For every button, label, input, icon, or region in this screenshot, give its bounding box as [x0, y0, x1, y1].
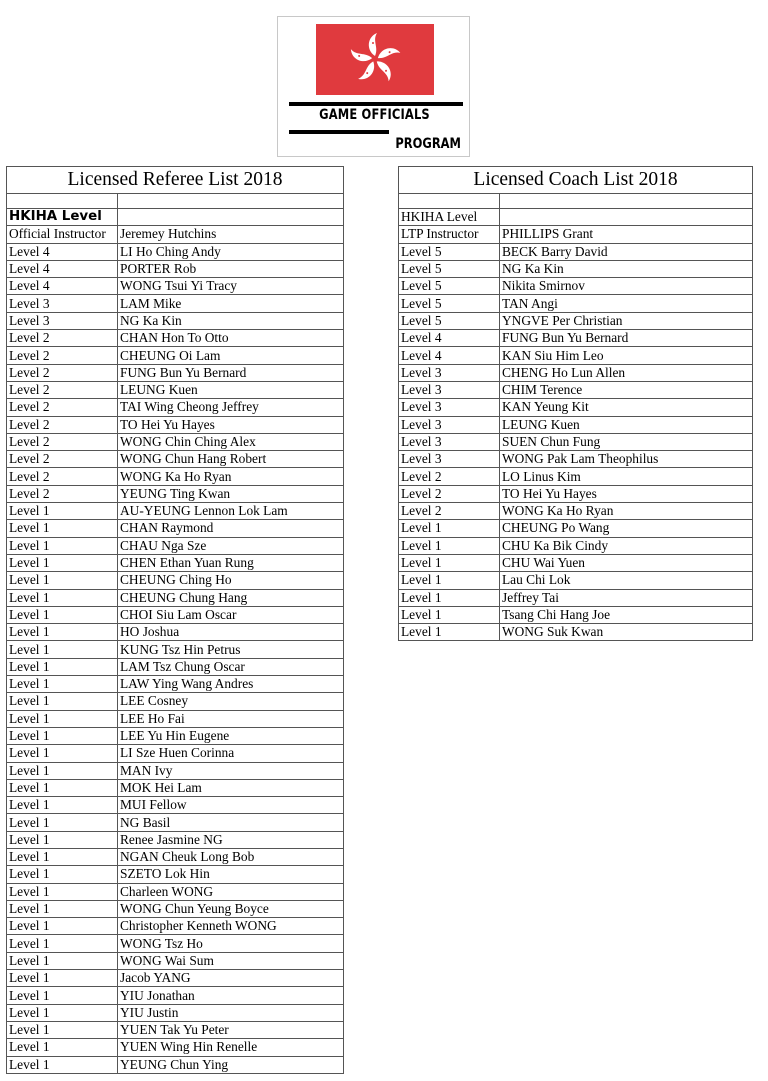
name-cell: PHILLIPS Grant [500, 226, 753, 243]
name-cell: LEE Cosney [118, 693, 344, 710]
level-cell: Level 1 [399, 624, 500, 641]
table-row [7, 952, 344, 969]
name-cell: BECK Barry David [500, 243, 753, 260]
name-cell: CHOI Siu Lam Oscar [118, 606, 344, 623]
name-cell: NG Ka Kin [500, 260, 753, 277]
table-row [7, 520, 344, 537]
table-row [399, 399, 753, 416]
table-row [7, 676, 344, 693]
level-cell: Level 1 [7, 676, 118, 693]
level-cell: Level 5 [399, 312, 500, 329]
table-row [399, 364, 753, 381]
level-cell: Level 1 [7, 745, 118, 762]
name-cell: CHAN Hon To Otto [118, 330, 344, 347]
name-cell: CHEN Ethan Yuan Rung [118, 554, 344, 571]
table-row [7, 347, 344, 364]
level-cell: Level 3 [399, 451, 500, 468]
level-cell: Level 1 [399, 554, 500, 571]
coach-table [398, 166, 753, 641]
logo-line-2: PROGRAM [395, 136, 461, 152]
name-cell: WONG Wai Sum [118, 952, 344, 969]
level-cell: Level 1 [7, 1004, 118, 1021]
name-cell: CHU Ka Bik Cindy [500, 537, 753, 554]
level-cell: Level 2 [399, 485, 500, 502]
table-row [7, 243, 344, 260]
level-cell: Level 1 [7, 537, 118, 554]
level-cell: Level 2 [7, 399, 118, 416]
level-cell: Level 1 [7, 987, 118, 1004]
table-row [399, 624, 753, 641]
table-row [399, 330, 753, 347]
table-row [7, 399, 344, 416]
table-row [7, 606, 344, 623]
level-cell: Level 3 [399, 416, 500, 433]
coach-table-title: Licensed Coach List 2018 [399, 167, 753, 194]
name-cell: YIU Jonathan [118, 987, 344, 1004]
level-cell: Level 3 [399, 433, 500, 450]
name-cell: TAN Angi [500, 295, 753, 312]
name-cell: NGAN Cheuk Long Bob [118, 848, 344, 865]
name-cell: Renee Jasmine NG [118, 831, 344, 848]
table-row [7, 745, 344, 762]
name-cell: KAN Siu Him Leo [500, 347, 753, 364]
table-row [7, 364, 344, 381]
table-row [7, 226, 344, 243]
name-cell: LAW Ying Wang Andres [118, 676, 344, 693]
table-row [399, 572, 753, 589]
table-row [7, 451, 344, 468]
level-cell: Level 4 [7, 243, 118, 260]
level-cell: Official Instructor [7, 226, 118, 243]
level-cell: Level 1 [7, 520, 118, 537]
level-cell: Level 2 [7, 416, 118, 433]
logo-divider-middle [289, 130, 389, 134]
name-cell: FUNG Bun Yu Bernard [500, 330, 753, 347]
table-row [7, 970, 344, 987]
logo-divider-top [289, 102, 463, 106]
table-row [7, 312, 344, 329]
level-cell: Level 2 [7, 364, 118, 381]
name-cell: LEE Ho Fai [118, 710, 344, 727]
level-cell: Level 1 [7, 572, 118, 589]
table-row [399, 554, 753, 571]
level-cell: Level 1 [7, 831, 118, 848]
table-row [7, 278, 344, 295]
level-cell: Level 1 [7, 727, 118, 744]
level-cell: Level 3 [399, 364, 500, 381]
level-cell: Level 1 [7, 641, 118, 658]
name-cell: Tsang Chi Hang Joe [500, 606, 753, 623]
hong-kong-flag [316, 24, 434, 95]
table-row [399, 381, 753, 398]
table-row [7, 831, 344, 848]
table-row [399, 295, 753, 312]
name-cell: Jacob YANG [118, 970, 344, 987]
level-cell: Level 1 [7, 589, 118, 606]
table-row [399, 468, 753, 485]
level-cell: Level 1 [7, 900, 118, 917]
table-row [7, 693, 344, 710]
level-cell: Level 3 [399, 399, 500, 416]
name-cell: TO Hei Yu Hayes [118, 416, 344, 433]
name-cell: WONG Pak Lam Theophilus [500, 451, 753, 468]
name-cell: MOK Hei Lam [118, 779, 344, 796]
table-row [7, 935, 344, 952]
level-cell: Level 1 [7, 503, 118, 520]
level-cell: Level 1 [7, 952, 118, 969]
table-row [399, 589, 753, 606]
name-cell: CHIM Terence [500, 381, 753, 398]
level-cell: LTP Instructor [399, 226, 500, 243]
name-cell: CHEUNG Oi Lam [118, 347, 344, 364]
table-row [399, 503, 753, 520]
table-row [399, 226, 753, 243]
name-cell: TAI Wing Cheong Jeffrey [118, 399, 344, 416]
table-row [7, 416, 344, 433]
name-cell: KAN Yeung Kit [500, 399, 753, 416]
level-cell: Level 1 [7, 935, 118, 952]
table-row [7, 1039, 344, 1056]
name-cell: CHU Wai Yuen [500, 554, 753, 571]
name-cell: CHEUNG Ching Ho [118, 572, 344, 589]
name-cell: WONG Tsui Yi Tracy [118, 278, 344, 295]
level-cell: Level 1 [7, 883, 118, 900]
level-cell: Level 2 [7, 485, 118, 502]
name-cell: WONG Chin Ching Alex [118, 433, 344, 450]
level-cell: Level 1 [399, 606, 500, 623]
table-row [399, 347, 753, 364]
bauhinia-icon [316, 24, 434, 95]
table-row [7, 485, 344, 502]
table-row [399, 485, 753, 502]
level-cell: Level 5 [399, 295, 500, 312]
level-cell: Level 5 [399, 260, 500, 277]
name-cell: FUNG Bun Yu Bernard [118, 364, 344, 381]
level-cell: Level 1 [7, 814, 118, 831]
name-cell: Charleen WONG [118, 883, 344, 900]
table-row [7, 330, 344, 347]
level-cell: Level 3 [7, 295, 118, 312]
level-cell: Level 1 [399, 537, 500, 554]
level-cell: Level 2 [7, 381, 118, 398]
level-cell: Level 1 [7, 1039, 118, 1056]
level-cell: Level 1 [7, 693, 118, 710]
name-cell: CHAU Nga Sze [118, 537, 344, 554]
name-cell: YUEN Wing Hin Renelle [118, 1039, 344, 1056]
referee-level-header: HKIHA Level [7, 209, 118, 226]
name-cell: WONG Ka Ho Ryan [118, 468, 344, 485]
level-cell: Level 5 [399, 278, 500, 295]
name-cell: WONG Ka Ho Ryan [500, 503, 753, 520]
coach-level-header: HKIHA Level [399, 209, 500, 226]
table-row [7, 468, 344, 485]
name-cell: CHENG Ho Lun Allen [500, 364, 753, 381]
level-cell: Level 1 [7, 918, 118, 935]
name-cell: LO Linus Kim [500, 468, 753, 485]
level-cell: Level 1 [399, 572, 500, 589]
level-cell: Level 2 [7, 468, 118, 485]
level-cell: Level 1 [7, 866, 118, 883]
table-row [7, 866, 344, 883]
table-row [399, 451, 753, 468]
level-cell: Level 1 [7, 970, 118, 987]
referee-table [6, 166, 344, 1074]
name-cell: LEE Yu Hin Eugene [118, 727, 344, 744]
name-cell: LAM Mike [118, 295, 344, 312]
name-cell: KUNG Tsz Hin Petrus [118, 641, 344, 658]
name-cell: CHEUNG Chung Hang [118, 589, 344, 606]
name-cell: Nikita Smirnov [500, 278, 753, 295]
table-row [399, 433, 753, 450]
table-row [7, 537, 344, 554]
name-cell: CHEUNG Po Wang [500, 520, 753, 537]
name-cell: YEUNG Chun Ying [118, 1056, 344, 1073]
name-cell: LEUNG Kuen [118, 381, 344, 398]
name-cell: PORTER Rob [118, 260, 344, 277]
name-cell: NG Ka Kin [118, 312, 344, 329]
level-cell: Level 1 [7, 710, 118, 727]
name-cell: WONG Suk Kwan [500, 624, 753, 641]
table-row [7, 1056, 344, 1073]
table-row [7, 433, 344, 450]
name-cell: MUI Fellow [118, 797, 344, 814]
level-cell: Level 3 [7, 312, 118, 329]
level-cell: Level 4 [399, 330, 500, 347]
level-cell: Level 1 [7, 762, 118, 779]
name-cell: Jeremey Hutchins [118, 226, 344, 243]
table-row [7, 572, 344, 589]
name-cell: WONG Chun Yeung Boyce [118, 900, 344, 917]
name-cell: CHAN Raymond [118, 520, 344, 537]
table-row [399, 520, 753, 537]
name-cell: Lau Chi Lok [500, 572, 753, 589]
game-officials-logo [277, 16, 470, 157]
table-row [7, 710, 344, 727]
table-row [7, 589, 344, 606]
level-cell: Level 1 [7, 624, 118, 641]
logo-line-1: GAME OFFICIALS [319, 107, 430, 123]
level-cell: Level 2 [7, 433, 118, 450]
level-cell: Level 4 [399, 347, 500, 364]
table-row [7, 1021, 344, 1038]
name-cell: WONG Tsz Ho [118, 935, 344, 952]
name-cell: WONG Chun Hang Robert [118, 451, 344, 468]
name-cell: SZETO Lok Hin [118, 866, 344, 883]
name-cell: AU-YEUNG Lennon Lok Lam [118, 503, 344, 520]
name-cell: TO Hei Yu Hayes [500, 485, 753, 502]
name-cell: LEUNG Kuen [500, 416, 753, 433]
table-row [399, 312, 753, 329]
name-cell: MAN Ivy [118, 762, 344, 779]
level-cell: Level 3 [399, 381, 500, 398]
level-cell: Level 2 [7, 451, 118, 468]
table-row [7, 727, 344, 744]
table-row [7, 260, 344, 277]
table-row [7, 658, 344, 675]
table-row [7, 295, 344, 312]
level-cell: Level 5 [399, 243, 500, 260]
level-cell: Level 1 [399, 589, 500, 606]
table-row [7, 848, 344, 865]
referee-table-title: Licensed Referee List 2018 [7, 167, 344, 194]
name-cell: HO Joshua [118, 624, 344, 641]
table-row [7, 503, 344, 520]
level-cell: Level 1 [7, 1056, 118, 1073]
level-cell: Level 4 [7, 278, 118, 295]
table-row [7, 779, 344, 796]
name-cell: NG Basil [118, 814, 344, 831]
table-row [7, 641, 344, 658]
table-row [7, 987, 344, 1004]
table-row [399, 606, 753, 623]
table-row [7, 762, 344, 779]
table-row [7, 1004, 344, 1021]
table-row [7, 381, 344, 398]
level-cell: Level 4 [7, 260, 118, 277]
level-cell: Level 1 [399, 520, 500, 537]
table-row [399, 416, 753, 433]
name-cell: YUEN Tak Yu Peter [118, 1021, 344, 1038]
name-cell: LI Ho Ching Andy [118, 243, 344, 260]
level-cell: Level 2 [7, 330, 118, 347]
level-cell: Level 2 [399, 468, 500, 485]
name-cell: YIU Justin [118, 1004, 344, 1021]
level-cell: Level 1 [7, 797, 118, 814]
table-row [399, 260, 753, 277]
table-row [7, 883, 344, 900]
name-cell: Jeffrey Tai [500, 589, 753, 606]
level-cell: Level 1 [7, 848, 118, 865]
name-cell: YEUNG Ting Kwan [118, 485, 344, 502]
table-row [399, 278, 753, 295]
name-cell: LAM Tsz Chung Oscar [118, 658, 344, 675]
table-row [399, 243, 753, 260]
name-cell: SUEN Chun Fung [500, 433, 753, 450]
table-row [7, 554, 344, 571]
level-cell: Level 2 [399, 503, 500, 520]
table-row [7, 900, 344, 917]
level-cell: Level 1 [7, 606, 118, 623]
table-row [399, 537, 753, 554]
table-row [7, 624, 344, 641]
table-row [7, 918, 344, 935]
name-cell: LI Sze Huen Corinna [118, 745, 344, 762]
name-cell: YNGVE Per Christian [500, 312, 753, 329]
table-row [7, 814, 344, 831]
level-cell: Level 1 [7, 658, 118, 675]
name-cell: Christopher Kenneth WONG [118, 918, 344, 935]
table-row [7, 797, 344, 814]
level-cell: Level 1 [7, 1021, 118, 1038]
level-cell: Level 1 [7, 779, 118, 796]
level-cell: Level 1 [7, 554, 118, 571]
level-cell: Level 2 [7, 347, 118, 364]
